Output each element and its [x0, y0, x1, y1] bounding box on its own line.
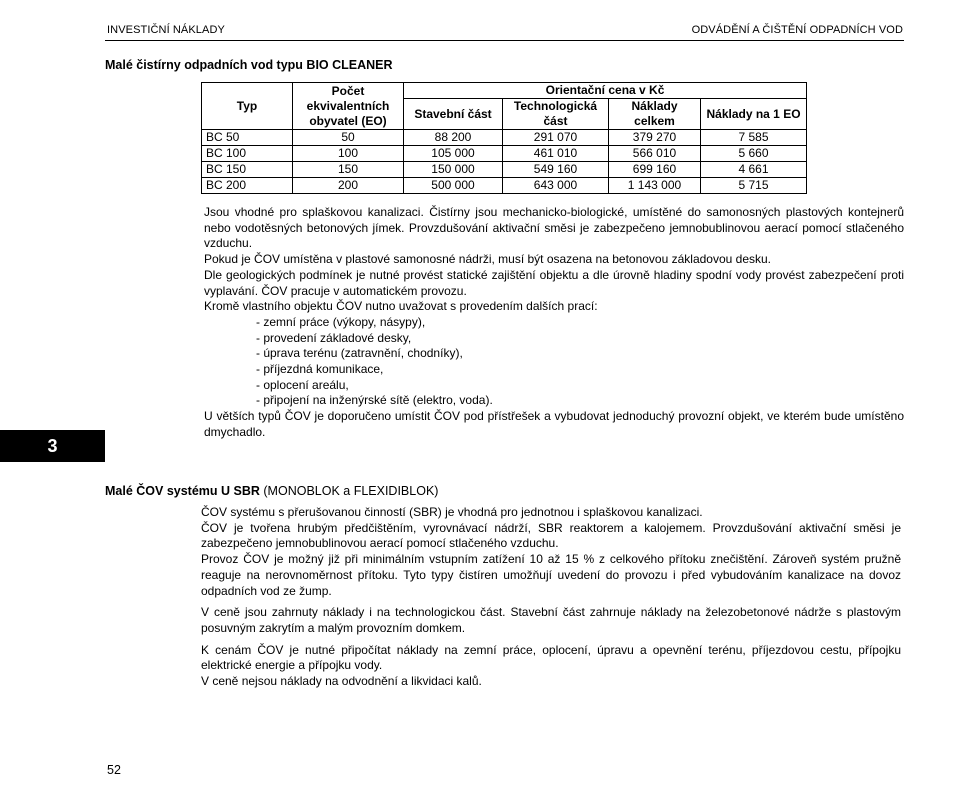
paragraph: ČOV je tvořena hrubým předčištěním, vyrovnávací nádrží, SBR reaktorem a kalojemem. Provzdušování aktivační směsi je zabezpečeno jemnobublinovou aerací pomocí stlačeného vzduchu.: [201, 520, 901, 551]
paragraph: V ceně nejsou náklady na odvodnění a likvidaci kalů.: [201, 674, 482, 689]
list-item: - provedení základové desky,: [256, 330, 412, 345]
works-list: [204, 315, 904, 409]
cell-typ: BC 150: [202, 162, 293, 178]
cell-na-eo: 4 661: [701, 162, 807, 178]
cell-na-eo: 5 715: [701, 178, 807, 194]
cell-eo: 100: [293, 146, 404, 162]
paragraph: Kromě vlastního objektu ČOV nutno uvažovat s provedením dalších prací:: [204, 299, 598, 314]
section2-body: [201, 505, 901, 690]
section-title-u-sbr: [105, 484, 438, 498]
cell-stavebni: 500 000: [404, 178, 503, 194]
list-item: - zemní práce (výkopy, násypy),: [256, 314, 426, 329]
table-row: [202, 146, 807, 162]
cell-tech: 549 160: [503, 162, 609, 178]
list-item: - připojení na inženýrské sítě (elektro, voda).: [256, 393, 493, 408]
paragraph: Jsou vhodné pro splaškovou kanalizaci. Čistírny jsou mechanicko-biologické, umístěné do samonosných plastových kontejnerů nebo vodotěsných betonových jímek. Provzdušování aktivační směsi je zabezpečeno jemnobublinovou aerací pomocí stlačeného vzduchu.: [204, 205, 904, 251]
paragraph: Dle geologických podmínek je nutné provést statické zajištění objektu a dle úrovně hladiny spodní vody provést zabezpečení proti vyplavání. ČOV pracuje v automatickém provozu.: [204, 267, 904, 298]
cell-stavebni: 150 000: [404, 162, 503, 178]
cell-tech: 461 010: [503, 146, 609, 162]
section1-body: [204, 205, 904, 441]
cell-eo: 150: [293, 162, 404, 178]
section-title-bio-cleaner: Malé čistírny odpadních vod typu BIO CLEANER: [105, 58, 393, 72]
cell-eo: 200: [293, 178, 404, 194]
list-item: - úprava terénu (zatravnění, chodníky),: [256, 346, 463, 361]
cell-typ: BC 100: [202, 146, 293, 162]
cell-stavebni: 88 200: [404, 130, 503, 146]
paragraph: Pokud je ČOV umístěna v plastové samonosné nádrži, musí být osazena na betonovou základovou desku.: [204, 252, 771, 267]
cell-stavebni: 105 000: [404, 146, 503, 162]
header-divider: [105, 40, 904, 41]
cell-eo: 50: [293, 130, 404, 146]
table-row: [202, 130, 807, 146]
cost-table: [201, 82, 807, 194]
table-row: [202, 178, 807, 194]
paragraph: ČOV systému s přerušovanou činností (SBR) je vhodná pro jednotnou i splaškovou kanalizaci.: [201, 505, 703, 519]
cell-na-eo: 5 660: [701, 146, 807, 162]
cell-tech: 643 000: [503, 178, 609, 194]
chapter-tab: 3: [0, 430, 105, 462]
running-header-right: ODVÁDĚNÍ A ČIŠTĚNÍ ODPADNÍCH VOD: [691, 24, 903, 36]
paragraph: Provoz ČOV je možný již při minimálním vstupním zatížení 10 až 15 % z celkového přítoku znečištění. Zároveň systém pružně reaguje na nerovnoměrnost přítoku. Tyto typy čistíren umožňují uvedení do provozu i před vybudováním kanalizace na dovoz odpadních vod ze žump.: [201, 552, 901, 598]
col-header-orientacni-cena: Orientační cena v Kč: [404, 83, 807, 99]
cell-na-eo: 7 585: [701, 130, 807, 146]
paragraph: U větších typů ČOV je doporučeno umístit ČOV pod přístřešek a vybudovat jednoduchý provozní objekt, ve kterém bude umístěno dmychadlo.: [204, 409, 904, 439]
running-header-left: INVESTIČNÍ NÁKLADY: [107, 24, 225, 36]
col-header-typ: Typ: [202, 83, 293, 130]
list-item: - oplocení areálu,: [256, 377, 349, 392]
cell-celkem: 1 143 000: [609, 178, 701, 194]
col-header-naklady-eo: Náklady na 1 EO: [701, 99, 807, 130]
section-title-bold: Malé ČOV systému U SBR: [105, 484, 260, 498]
cell-typ: BC 50: [202, 130, 293, 146]
cell-celkem: 699 160: [609, 162, 701, 178]
paragraph: K cenám ČOV je nutné připočítat náklady na zemní práce, oplocení, úpravu a opevnění terénu, příjezdovou cestu, přípojku elektrické energie a přípojku vody.: [201, 642, 901, 673]
paragraph: V ceně jsou zahrnuty náklady i na technologickou část. Stavební část zahrnuje náklady na železobetonové nádrže s plastovým posuvným zakrytím a malým provozním domkem.: [201, 605, 901, 635]
col-header-stavebni: Stavební část: [404, 99, 503, 130]
cell-celkem: 566 010: [609, 146, 701, 162]
col-header-technologicka: Technologická část: [503, 99, 609, 130]
cell-celkem: 379 270: [609, 130, 701, 146]
col-header-naklady-celkem: Náklady celkem: [609, 99, 701, 130]
table-row: [202, 162, 807, 178]
col-header-pocet-eo: Počet ekvivalentních obyvatel (EO): [293, 83, 404, 130]
section-title-rest: (MONOBLOK a FLEXIDIBLOK): [259, 484, 439, 498]
list-item: - příjezdná komunikace,: [256, 362, 384, 377]
cell-tech: 291 070: [503, 130, 609, 146]
cell-typ: BC 200: [202, 178, 293, 194]
page-number: 52: [107, 763, 121, 777]
